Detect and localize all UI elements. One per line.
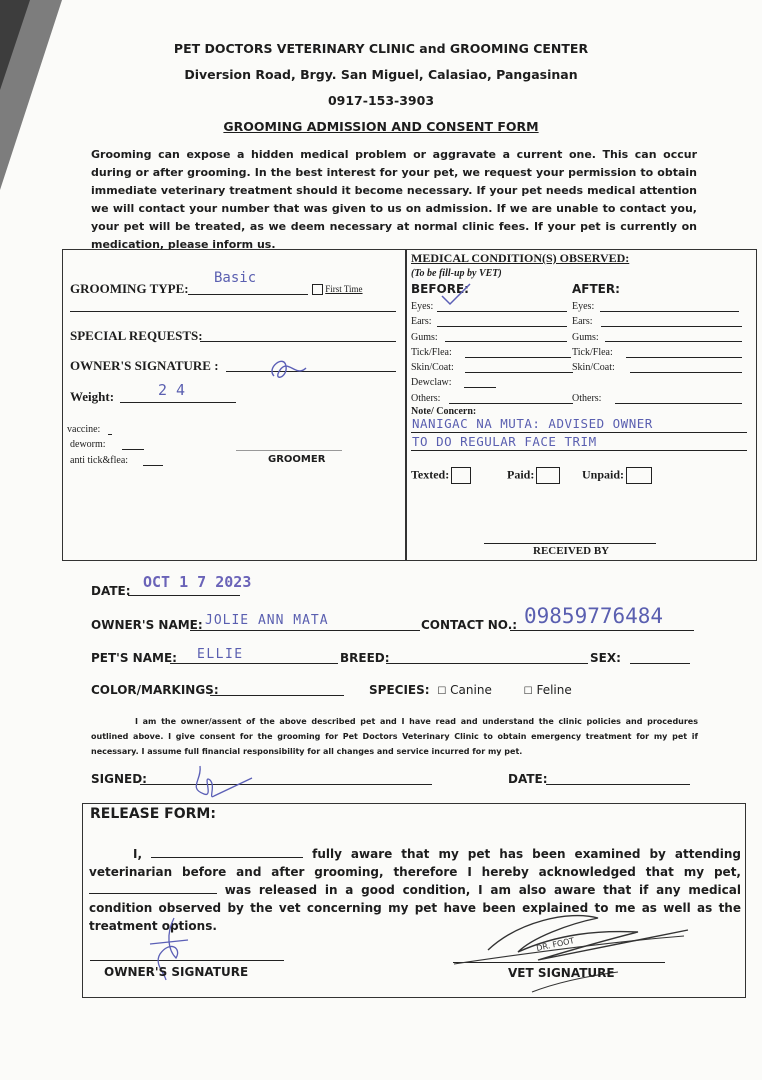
note-line-1[interactable]: NANIGAC NA MUTA: ADVISED OWNER [412,416,653,431]
feline-checkbox[interactable]: ☐ [523,686,533,697]
before-item: Gums: [411,331,438,343]
note-label: Note/ Concern: [411,406,477,417]
after-item: Others: [572,392,602,404]
grooming-type-label: GROOMING TYPE: [70,281,189,296]
color-markings-label: COLOR/MARKINGS: [91,683,219,697]
medical-title: MEDICAL CONDITION(S) OBSERVED: [411,251,630,265]
first-time-option[interactable]: First Time [312,284,363,295]
pet-name-label: PET'S NAME: [91,651,177,665]
clinic-name: PET DOCTORS VETERINARY CLINIC and GROOMING CENTER [173,41,589,56]
paid-field[interactable]: Paid: [507,467,560,484]
note-line-2[interactable]: TO DO REGULAR FACE TRIM [412,434,597,449]
vet-signature-scribble [448,902,698,998]
clinic-phone: 0917-153-3903 [327,93,435,108]
vaccine-label: vaccine: [67,424,101,435]
release-paragraph: I, fully aware that my pet has been examined by attending veterinarian before and after grooming, therefore I hereby acknowledged that my pet, was released in a good condition, I am also aware that if any medical condition observed by the vet concerning my pet have been explained to me as well as the treatment options. [89,847,741,933]
signed-label: SIGNED: [91,772,147,786]
received-by-label: RECEIVED BY [533,545,610,557]
contact-label: CONTACT NO.: [421,618,518,632]
special-requests-label: SPECIAL REQUESTS: [70,328,203,343]
breed-label: BREED: [340,651,390,665]
owner-signature-label: OWNER'S SIGNATURE : [70,358,219,373]
owner-name-value[interactable]: JOLIE ANN MATA [205,613,329,628]
before-item: Skin/Coat: [411,362,454,374]
after-item: Tick/Flea: [572,346,613,358]
first-time-checkbox[interactable] [312,284,323,295]
unpaid-checkbox[interactable] [626,467,652,484]
antitick-label: anti tick&flea: [70,455,129,466]
medical-subtitle: (To be fill-up by VET) [411,268,502,279]
before-label: BEFORE: [411,282,469,296]
weight-label: Weight: [70,389,115,404]
after-item: Gums: [572,331,599,343]
weight-value[interactable]: 2 4 [158,381,186,399]
vet-signature-label: VET SIGNATURE [508,966,615,980]
after-label: AFTER: [572,282,620,296]
sex-label: SEX: [590,651,621,665]
grooming-type-value[interactable]: Basic [214,270,257,286]
texted-checkbox[interactable] [451,467,471,484]
texted-field[interactable]: Texted: [411,467,471,484]
signed-date-label: DATE: [508,772,548,786]
release-title: RELEASE FORM: [90,806,216,822]
owner-signed-scribble [180,760,260,806]
date-stamp[interactable]: OCT 1 7 2023 [143,573,252,591]
after-item: Ears: [572,316,593,328]
feline-label: Feline [536,683,572,697]
before-item: Tick/Flea: [411,346,452,358]
pet-name-value[interactable]: ELLIE [197,647,244,662]
canine-label: Canine [450,683,492,697]
before-item: Others: [411,392,441,404]
unpaid-field[interactable]: Unpaid: [582,467,652,484]
paid-checkbox[interactable] [536,467,560,484]
contact-value[interactable]: 09859776484 [524,604,664,628]
before-item: Dewclaw: [411,377,452,389]
release-owner-signature-label: OWNER'S SIGNATURE [104,965,249,979]
groomer-label: GROOMER [268,454,326,465]
consent-paragraph: I am the owner/assent of the above described pet and I have read and understand the clinic policies and procedures outlined above. I give consent for the grooming for Pet Doctors Veterinary Clinic to obtain emergency treatment for my pet if necessary. I assume full financial responsibility for all changes and service incurred for my pet. [91,717,698,756]
owner-signature-scribble [262,348,312,388]
canine-checkbox[interactable]: ☐ [437,686,447,697]
before-item: Eyes: [411,301,434,312]
date-label: DATE: [91,584,131,598]
before-list [411,299,454,406]
vet-signature-text: DR. FOOT [535,936,576,953]
intro-paragraph: Grooming can expose a hidden medical problem or aggravate a current one. This can occur during or after grooming. In the best interest for your pet, we request your permission to obtain immediate veterinary treatment should it become necessary. If your pet needs medical attention we will contact your number that was given to us on admission. If we are unable to contact you, your pet will be treated, as we deem necessary at normal clinic fees. If your pet is currently on medication, please inform us. [91,148,697,251]
after-list [572,299,615,406]
before-item: Ears: [411,316,432,328]
after-item: Eyes: [572,301,595,312]
after-item: Skin/Coat: [572,362,615,374]
clinic-address: Diversion Road, Brgy. San Miguel, Calasiao, Pangasinan [184,67,578,82]
deworm-label: deworm: [70,439,106,450]
form-title: GROOMING ADMISSION AND CONSENT FORM [223,119,539,134]
owner-name-label: OWNER'S NAME: [91,618,203,632]
species-field: SPECIES: ☐ Canine ☐ Feline [369,683,572,697]
